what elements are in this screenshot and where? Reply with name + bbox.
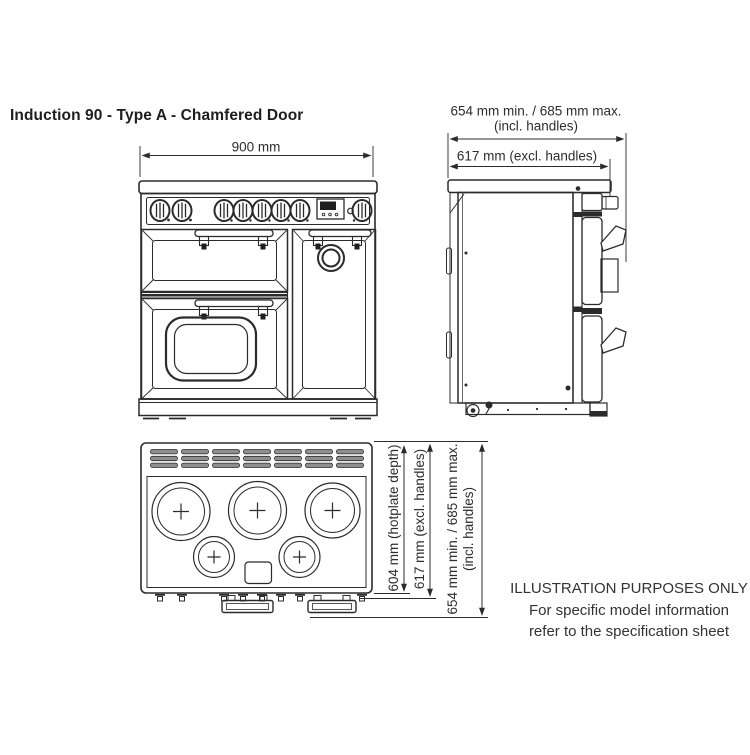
- vent-grille: [151, 450, 364, 468]
- dim-label-front-width: 900 mm: [231, 139, 281, 155]
- dim-label-top-depth-incl-note: (incl. handles): [461, 486, 476, 572]
- induction-zone: [194, 537, 235, 578]
- induction-zone: [229, 482, 287, 540]
- disclaimer-note: [506, 578, 750, 643]
- main-oven-door: [142, 299, 288, 400]
- dim-label-top-depth-incl-value: 654 mm min. / 685 mm max.: [445, 443, 460, 615]
- hob-control-zone: [245, 562, 272, 584]
- dim-label-side-depth-incl: 654 mm min. / 685 mm max.: [450, 103, 622, 119]
- dim-label-top-depth-incl: [445, 443, 477, 614]
- induction-zone: [279, 537, 320, 578]
- door-handle: [195, 230, 273, 250]
- induction-zones: [152, 482, 360, 584]
- dim-label-side-depth-excl: 617 mm (excl. handles): [456, 148, 598, 164]
- top-handles: [222, 596, 356, 613]
- disclaimer-line-3: refer to the specification sheet: [528, 623, 730, 640]
- grill-door: [142, 230, 288, 292]
- dim-label-side-depth-incl-note: (incl. handles): [493, 118, 579, 134]
- top-view-drawing: [141, 442, 488, 618]
- display-unit: [317, 199, 344, 219]
- plinth: [139, 399, 377, 419]
- disclaimer-line-2: For specific model information: [528, 601, 730, 619]
- dim-label-hotplate-depth: 604 mm (hotplate depth): [386, 444, 401, 592]
- door-handle: [309, 230, 371, 250]
- induction-zone: [305, 483, 360, 538]
- door-emblem: [318, 245, 344, 271]
- oven-door-window: [166, 318, 256, 381]
- dim-label-top-depth-excl: 617 mm (excl. handles): [412, 448, 427, 590]
- control-panel: [147, 198, 372, 225]
- side-view-drawing: [447, 133, 627, 417]
- right-oven-door: [293, 230, 376, 400]
- page-title: Induction 90 - Type A - Chamfered Door: [10, 107, 304, 124]
- front-view-drawing: [139, 146, 377, 419]
- side-knob-profile: [602, 197, 618, 210]
- induction-zone: [152, 483, 210, 541]
- disclaimer-line-1: ILLUSTRATION PURPOSES ONLY: [510, 580, 748, 597]
- side-handle-profiles: [601, 226, 626, 353]
